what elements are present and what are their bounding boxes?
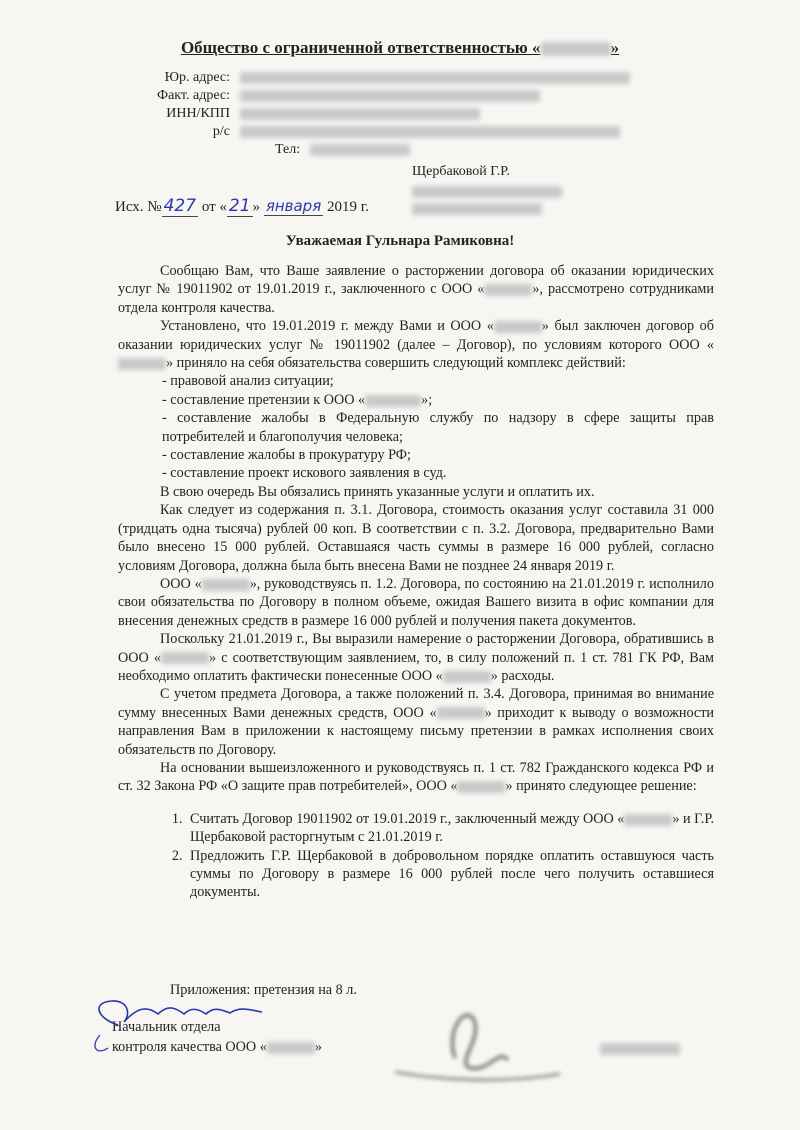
reference-day: 21 <box>228 196 251 216</box>
handwritten-signature-left <box>99 1001 262 1025</box>
reference-number: 427 <box>163 196 197 216</box>
paragraph: Как следует из содержания п. 3.1. Договора, стоимость оказания услуг составила 31 000 (тридцать одна тысяча) рублей 00 коп. В соответствии с п. 3.2. Договора, предварительно Вами было внесено 15 000 рублей. Оставшаяся часть суммы в размере 16 000 рублей, согласно условиям Договора, должна была быть внесена Вами не позднее 24 января 2019 г. <box>118 502 714 574</box>
paragraph: Установлено, что 19.01.2019 г. между Вами и ООО « » был заключен договор об оказании юридических услуг № 19011902 (далее – Договор), по условиям которого ООО «» приняло на себя обязательства совершить следующий комплекс действий: <box>118 318 714 372</box>
paragraph: Сообщаю Вам, что Ваше заявление о расторжении договора об оказании юридических услуг № 19011902 от 19.01.2019 г., заключенного с ООО « », рассмотрено сотрудниками отдела контроля качества. <box>118 263 714 316</box>
list-item: - правовой анализ ситуации; <box>162 373 334 390</box>
greeting: Уважаемая Гульнара Рамиковна! <box>285 233 515 249</box>
paragraph: В свою очередь Вы обязались принять указанные услуги и оплатить их. <box>160 483 595 500</box>
handwritten-signature-left <box>95 1035 108 1051</box>
paragraph: ООО « », руководствуясь п. 1.2. Договора, по состоянию на 21.01.2019 г. исполнило свои обязательства по Договору в полном объеме, ожидая Вашего визита в офис компании для внесения денежных средств в размере 16 000 рублей и получения пакета документов. <box>118 575 714 629</box>
company-title: Общество с ограниченной ответственностью « » <box>180 38 620 57</box>
outgoing-reference: Исх. № 427 от « 21 » января 2019 г. <box>115 196 369 216</box>
phone: Тел: <box>275 142 410 158</box>
reference-month: января <box>265 197 322 215</box>
paragraph: С учетом предмета Договора, а также положений п. 3.4. Договора, принимая во внимание сумму внесенных Вами денежных средств, ООО « » приходит к выводу о возможности направления Вам в приложении к настоящему письму претензии в рамках исполнения своих обязательств по Договору. <box>118 686 715 758</box>
list-item: - составление претензии к ООО « »; <box>162 391 433 408</box>
bank-account: р/с <box>150 124 620 140</box>
decision-item: 2. Предложить Г.Р. Щербаковой в добровольном порядке оплатить оставшуюся часть суммы по Договору в размере 16 000 рублей после чего получить оставшиеся документы. <box>186 847 714 902</box>
list-item: - составление жалобы в прокуратуру РФ; <box>162 447 411 464</box>
list-item: - составление жалобы в Федеральную службу по надзору в сфере защиты прав потребителей и благополучия человека; <box>162 410 714 445</box>
legal-address: Юр. адрес: <box>150 70 630 86</box>
decision-item: 1. Считать Договор 19011902 от 19.01.2019 г., заключенный между ООО « » и Г.Р. Щербаковой расторгнутым с 21.01.2019 г. <box>186 810 714 847</box>
attachment-note: Приложения: претензия на 8 л. <box>170 982 357 998</box>
signature-blurred <box>395 1015 560 1080</box>
signatory-department: контроля качества ООО « » <box>112 1039 322 1055</box>
inn-kpp: ИНН/КПП <box>150 106 480 122</box>
list-item: - составление проект искового заявления в суд. <box>162 465 447 482</box>
paragraph: На основании вышеизложенного и руководствуясь п. 1 ст. 782 Гражданского кодекса РФ и ст. 32 Закона РФ «О защите прав потребителей», ООО « » принято следующее решение: <box>118 759 714 795</box>
signatory-title: Начальник отдела <box>112 1019 221 1035</box>
recipient-name: Щербаковой Г.Р. <box>412 164 510 179</box>
actual-address: Факт. адрес: <box>150 88 540 104</box>
paragraph: Поскольку 21.01.2019 г., Вы выразили намерение о расторжении Договора, обратившись в ООО « » с соответствующим заявлением, то, в силу положений п. 1 ст. 781 ГК РФ, Вам необходимо оплатить фактически понесенные ООО « » расходы. <box>118 631 714 684</box>
